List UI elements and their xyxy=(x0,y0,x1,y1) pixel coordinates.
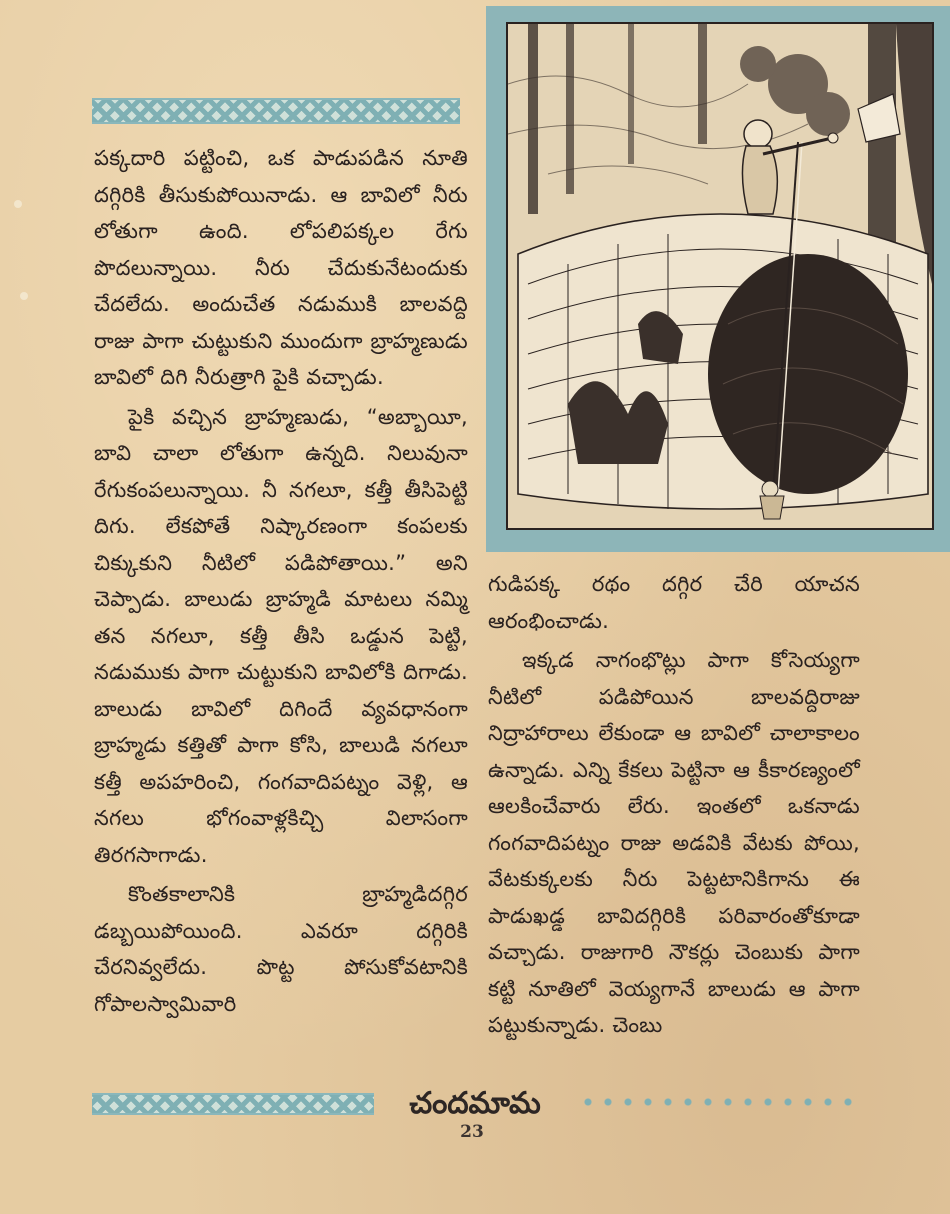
left-text-column xyxy=(94,140,468,1022)
well-drawing xyxy=(508,24,932,528)
page-number: 23 xyxy=(460,1122,484,1142)
paragraph: పైకి వచ్చిన బ్రాహ్మణుడు, “అబ్బాయీ, బావి చాలా లోతుగా ఉన్నది. నిలువునా రేగుకంపలున్నాయి. నీ నగలూ, కత్తీ తీసిపెట్టి దిగు. లేకపోతే నిష్కారణంగా కంపలకు చిక్కుకుని నీటిలో పడిపోతాయి.” అని చెప్పాడు. బాలుడు బ్రాహ్మడి మాటలు నమ్మి తన నగలూ, కత్తీ తీసి ఒడ్డున పెట్టి, నడుముకు పాగా చుట్టుకుని బావిలోకి దిగాడు. బాలుడు బావిలో దిగిందే వ్యవధానంగా బ్రాహ్మడు కత్తితో పాగా కోసి, బాలుడి నగలూ కత్తీ అపహరించి, గంగవాదిపట్నం వెళ్లి, ఆ నగలు భోగంవాళ్లకిచ్చి విలాసంగా తిరగసాగాడు. xyxy=(94,404,468,867)
paragraph: పక్కదారి పట్టించి, ఒక పాడుపడిన నూతి దగ్గిరికి తీసుకుపోయినాడు. ఆ బావిలో నీరు లోతుగా ఉంది. లోపలిపక్కల రేగు పొదలున్నాయి. నీరు చేదుకునేటందుకు చేదలేదు. అందుచేత నడుముకి బాలవద్ది రాజు పాగా చుట్టుకుని ముందుగా బ్రాహ్మణుడు బావిలో దిగి నీరుత్రాగి పైకి వచ్చాడు. xyxy=(94,146,468,389)
decorative-border-footer-right xyxy=(578,1095,854,1109)
paragraph: కొంతకాలానికి బ్రాహ్మడిదగ్గిర డబ్బయిపోయింది. ఎవరూ దగ్గిరికి చేరనివ్వలేదు. పొట్ట పోసుకోవటానికి గోపాలస్వామివారి xyxy=(94,882,468,1016)
binding-hole xyxy=(20,292,28,300)
decorative-border-footer-left xyxy=(92,1093,374,1115)
paragraph: ఇక్కడ నాగంభొట్లు పాగా కోసెయ్యగా నీటిలో పడిపోయిన బాలవద్దిరాజు నిద్రాహారాలు లేకుండా ఆ బావిలో చాలాకాలం ఉన్నాడు. ఎన్ని కేకలు పెట్టినా ఆ కీకారణ్యంలో ఆలకించేవారు లేరు. ఇంతలో ఒకనాడు గంగవాదిపట్నం రాజు అడవికి వేటకు పోయి, వేటకుక్కలకు నీరు పెట్టటానికిగాను ఈ పాడుఖడ్డ బావిదగ్గిరికి పరివారంతోకూడా వచ్చాడు. రాజుగారి నౌకర్లు చెంబుకు పాగా కట్టి నూతిలో వెయ్యగానే బాలుడు ఆ పాగా పట్టుకున్నాడు. చెంబు xyxy=(488,648,860,1037)
story-illustration xyxy=(486,6,950,552)
binding-hole xyxy=(14,200,22,208)
right-text-column xyxy=(488,566,860,1044)
magazine-title: చందమామ xyxy=(409,1086,541,1121)
decorative-border-top xyxy=(92,98,460,124)
illustration-frame xyxy=(506,22,934,530)
paragraph: గుడిపక్క రథం దగ్గిర చేరి యాచన ఆరంభించాడు. xyxy=(488,572,860,633)
